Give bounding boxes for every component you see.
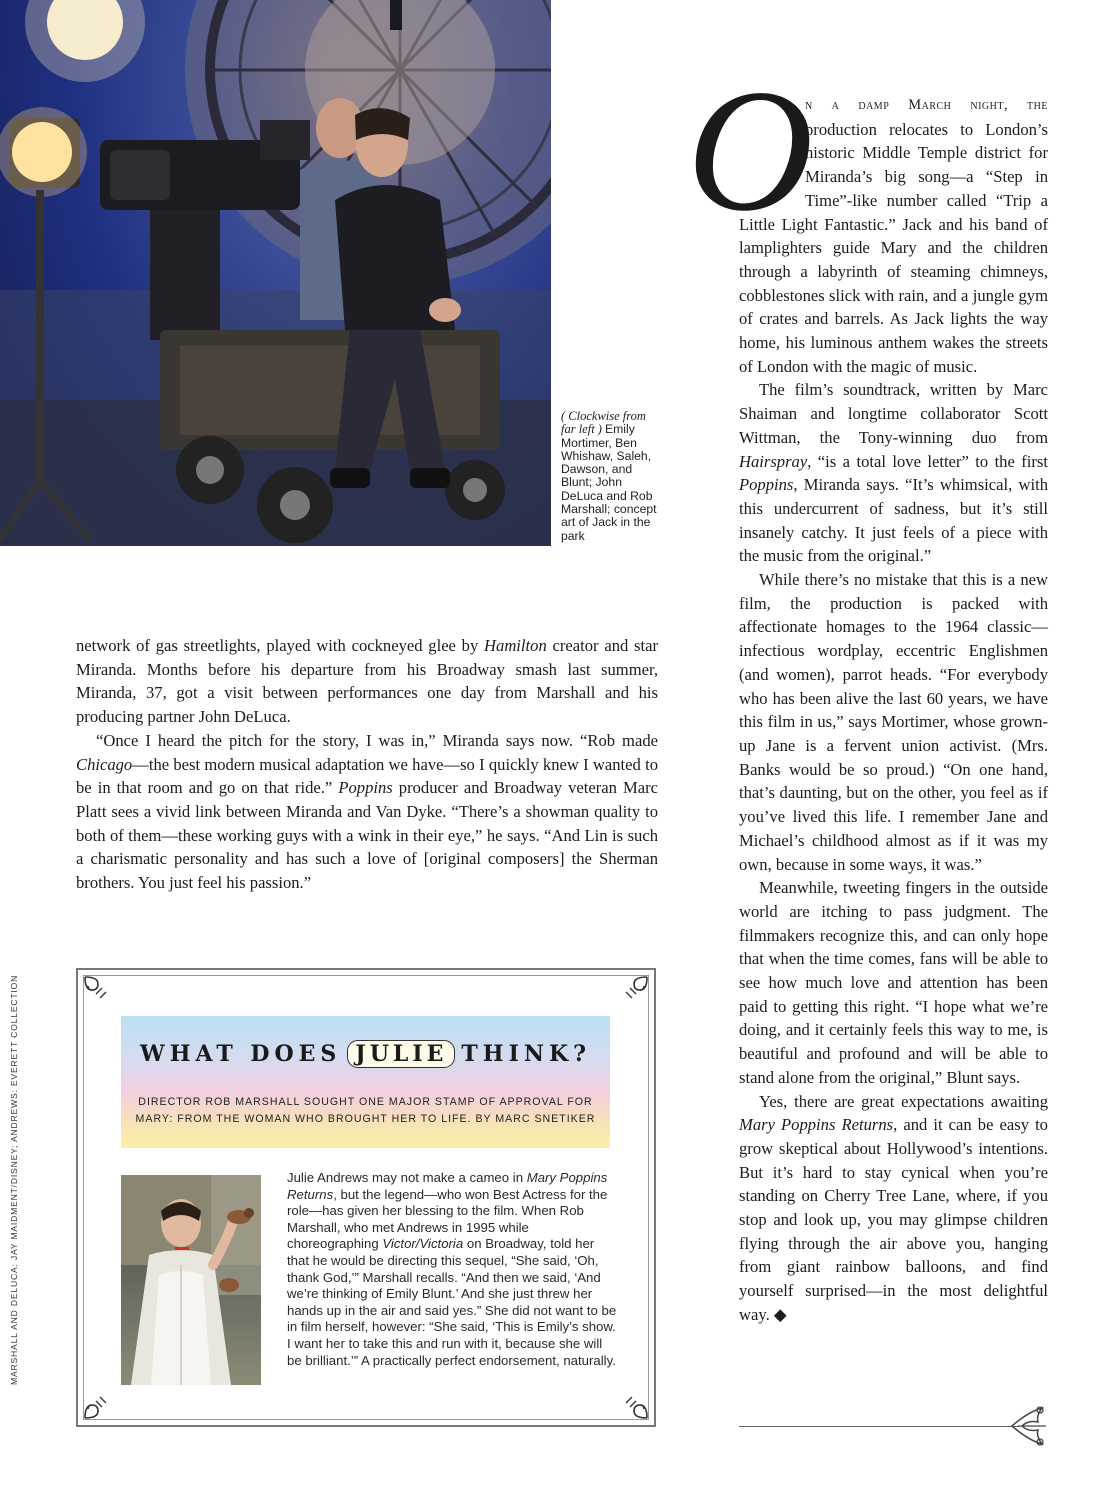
article-body-right xyxy=(687,53,1048,1327)
italic-text: Mary Poppins Returns xyxy=(287,1170,608,1202)
mary-poppins-illustration xyxy=(121,1175,261,1385)
caption-text: Emily Mortimer, Ben Whishaw, Saleh, Dawson, and Blunt; John DeLuca and Rob Marshall; concept art of Jack in the park xyxy=(561,422,657,543)
italic-text: Hairspray xyxy=(739,451,808,471)
text-run: network of gas streetlights, played with cockneyed glee by xyxy=(76,636,485,655)
paragraph xyxy=(739,1090,1048,1327)
text-run: —the best modern musical adaptation we have—so I quickly knew I wanted to be in that room and go on that ride.” xyxy=(76,754,658,798)
text-run: production relocates to London’s historic Middle Temple district for Miranda’s big song—a “Step in Time”-like number called “Trip a Little Light Fantastic.” Jack and his band of lamplighters guide Mary and the children through a labyrinth of steaming chimneys, cobblestones slick with rain, and a jungle gym of crates and barrels. As Jack lights the way home, his luminous anthem wakes the streets of London with the magic of music. xyxy=(739,119,1048,376)
drop-cap: O xyxy=(687,53,814,247)
text-run: , Miranda says. “It’s whimsical, with this undercurrent of sadness, but it’s still insanely catchy. It just feels of a piece with the music from the original.” xyxy=(739,475,1048,566)
text-run: The film’s soundtrack, written by Marc Shaiman and longtime collaborator Scott Wittman, the Tony-winning duo from xyxy=(739,380,1048,447)
opening-small-caps: n a damp March night, the xyxy=(805,97,1048,113)
article-body-left xyxy=(76,634,658,895)
text-run: , but the legend—who won Best Actress for the role—has given her blessing to the film. When Rob Marshall, who met Andrews in 1995 while choreographing xyxy=(287,1186,608,1252)
sidebar-title-part: WHAT DOES xyxy=(140,1041,342,1067)
sidebar-title xyxy=(121,1040,610,1068)
italic-text: Poppins xyxy=(739,475,794,495)
corner-ornament-icon xyxy=(82,1389,114,1421)
paragraph xyxy=(76,729,658,895)
sidebar-box xyxy=(76,968,656,1427)
paragraph xyxy=(739,876,1048,1089)
text-run: While there’s no mistake that this is a new film, the production is packed with affectionate homages to the 1964 classic—infectious wordplay, eccentric Englishmen (and women), parrot heads. “For everybody who has been alive the last 60 years, we have this film in us,” says Mortimer, whose grown-up Jane is a fervent union activist. (Mrs. Banks would be so proud.) “On one hand, that’s daunting, but on the other, you feel as if you’ve lived this life. I remember Jane and Michael’s childhood almost as if it was my own, because in some ways, it was.” xyxy=(739,570,1048,874)
italic-text: Poppins xyxy=(338,778,393,798)
text-run: creator and star Miranda. Months before his departure from his Broadway smash last summer, Miranda, 37, got a visit between performances one day from Marshall and his producing partner John DeLuca. xyxy=(76,636,659,727)
paragraph xyxy=(739,568,1048,876)
end-rule xyxy=(739,1426,1019,1427)
text-run: , “is a total love letter” to the first xyxy=(807,451,1048,471)
julie-andrews-photo xyxy=(121,1175,261,1385)
paragraph xyxy=(739,378,1048,568)
text-run: Meanwhile, tweeting fingers in the outside world are itching to pass judgment. The filmmakers recognize this, and can only hope that when the time comes, fans will be able to see how much love and attention has been paid to getting this right. “I hope what we’re doing, and it certainly feels this way to me, is beautiful and profound and will be able to stand alone from the original,” Blunt says. xyxy=(739,878,1048,1087)
end-ornament-icon xyxy=(1008,1402,1048,1458)
film-set-illustration xyxy=(0,0,551,546)
sidebar-deck: DIRECTOR ROB MARSHALL SOUGHT ONE MAJOR STAMP OF APPROVAL FOR MARY: FROM THE WOMAN WHO BROUGHT HER TO LIFE. BY MARC SNETIKER xyxy=(135,1096,596,1125)
photo-credit: MARSHALL AND DELUCA: JAY MAIDMENT/DISNEY; ANDREWS: EVERETT COLLECTION xyxy=(9,974,19,1385)
text-run: , and it can be easy to grow skeptical about Hollywood’s intentions. But it’s hard to stay cynical when you’re standing on Cherry Tree Lane, where, if you stop and look up, you may glimpse children flying through the air above you, hanging from giant rainbow balloons, and find yourself surprised—in the most delightful way. ◆ xyxy=(739,1115,1048,1324)
italic-text: Hamilton xyxy=(484,636,547,655)
text-run: Julie Andrews may not make a cameo in xyxy=(287,1170,527,1185)
sidebar-title-part: THINK? xyxy=(461,1041,591,1067)
text-run: producer and Broadway veteran Marc Platt sees a vivid link between Miranda and Van Dyke. “There’s a showman quality to both of them—these working guys with a wink in their eye,” he says. “And Lin is such a charismatic personality and has such a love of [original composers] the Sherman brothers. You just feel his passion.” xyxy=(76,778,658,893)
corner-ornament-icon xyxy=(618,974,650,1006)
sidebar-body xyxy=(287,1170,617,1369)
sidebar-title-julie: JULIE xyxy=(347,1040,455,1068)
photo-caption xyxy=(561,410,657,543)
italic-text: Victor/Victoria xyxy=(382,1236,464,1252)
film-set-photo xyxy=(0,0,551,546)
sidebar-banner xyxy=(121,1016,610,1148)
paragraph xyxy=(76,634,658,729)
text-run: on Broadway, told her that he would be directing this sequel, “She said, ‘Oh, thank God,’” Marshall recalls. “And then we said, ‘And we’re thinking of Emily Blunt.’ And she just threw her hands up in the air and said yes.” She did not want to be in film herself, however: “She said, ‘This is Emily’s show. I want her to take this and run with it, because she will be brilliant.’” A practically perfect endorsement, naturally. xyxy=(287,1236,617,1368)
text-run: “Once I heard the pitch for the story, I was in,” Miranda says now. “Rob made xyxy=(96,730,658,750)
italic-text: Chicago xyxy=(76,754,133,774)
text-run: Yes, there are great expectations awaiting xyxy=(759,1091,1048,1111)
caption-lead: ( Clockwise from far left ) xyxy=(561,409,646,437)
italic-text: Mary Poppins Returns xyxy=(739,1115,894,1135)
corner-ornament-icon xyxy=(618,1389,650,1421)
corner-ornament-icon xyxy=(82,974,114,1006)
